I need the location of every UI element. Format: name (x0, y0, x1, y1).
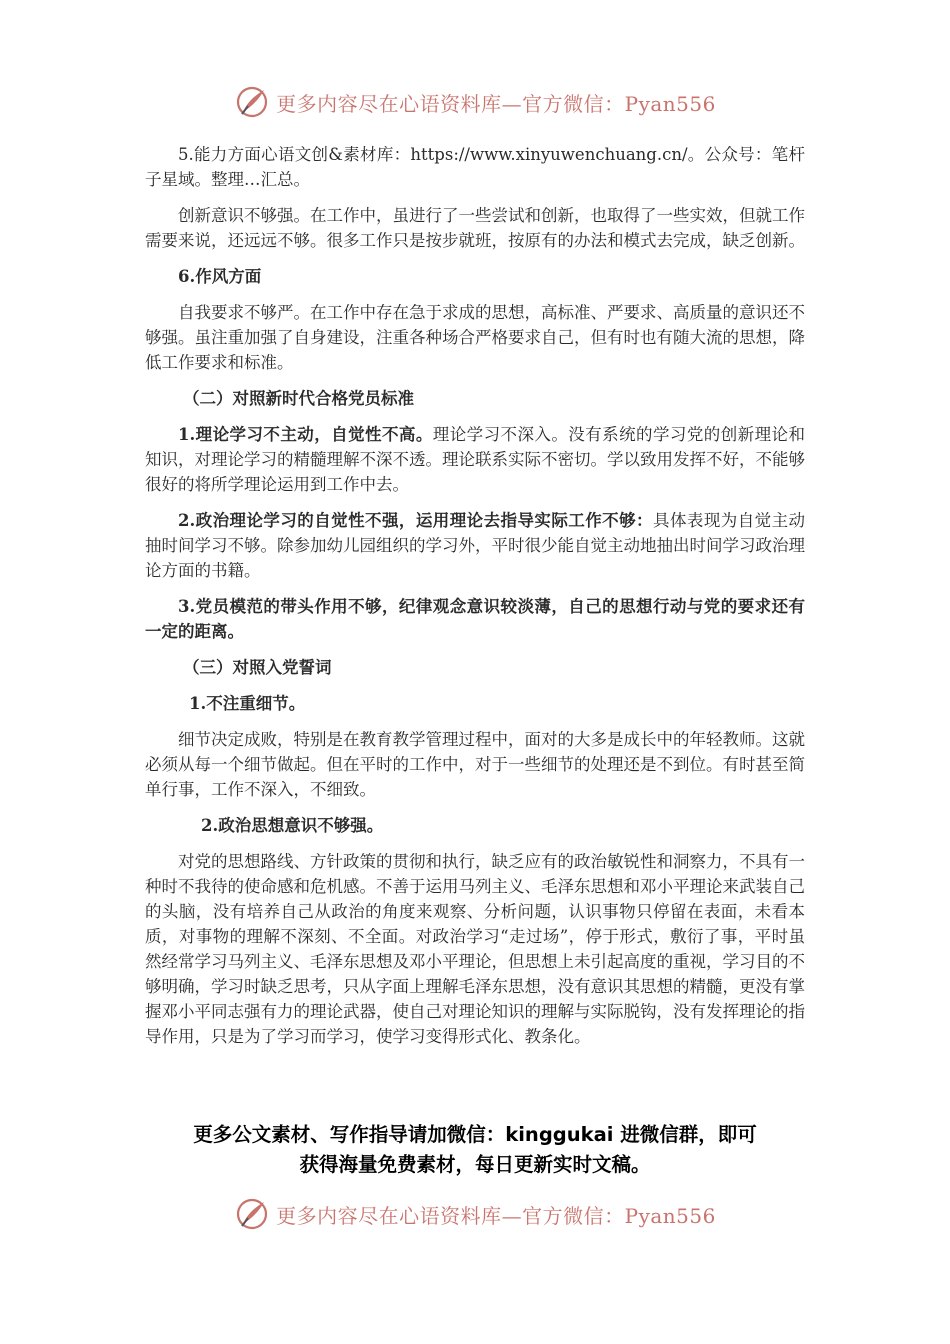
paragraph-ability: 5.能力方面心语文创&素材库：https://www.xinyuwenchuang.cn/。公众号：笔杆子星域。整理…汇总。 (145, 145, 805, 189)
quill-logo-icon (234, 1196, 270, 1232)
footer-banner-text: 更多内容尽在心语资料库—官方微信：Pyan556 (276, 1203, 716, 1228)
heading-style: 6.作风方面 (178, 267, 262, 286)
paragraph-theory-study-lead: 1.理论学习不主动，自觉性不高。 (178, 425, 433, 444)
paragraph-political-theory (145, 508, 805, 583)
heading-political-awareness: 2.政治思想意识不够强。 (201, 816, 384, 835)
promo-notice (100, 1120, 850, 1180)
paragraph-self-requirement: 自我要求不够严。在工作中存在急于求成的思想，高标准、严要求、高质量的意识还不够强。虽注重加强了自身建设，注重各种场合严格要求自己，但有时也有随大流的思想，降低工作要求和标准。 (145, 303, 805, 372)
document-body (145, 142, 805, 1060)
paragraph-political-theory-body: 具体表现为自觉主动抽时间学习不够。除参加幼儿园组织的学习外，平时很少能自觉主动地抽出时间学习政治理论方面的书籍。 (145, 511, 806, 580)
heading-details: 1.不注重细节。 (189, 694, 306, 713)
heading-section-two: （二）对照新时代合格党员标准 (183, 389, 414, 408)
header-banner-text: 更多内容尽在心语资料库—官方微信：Pyan556 (276, 91, 716, 116)
footer-banner (0, 1192, 950, 1236)
paragraph-model-role: 3.党员模范的带头作用不够，纪律观念意识较淡薄，自己的思想行动与党的要求还有一定的距离。 (145, 597, 805, 641)
paragraph-theory-study-body: 理论学习不深入。没有系统的学习党的创新理论和知识，对理论学习的精髓理解不深不透。理论联系实际不密切。学以致用发挥不好，不能够很好的将所学理论运用到工作中去。 (145, 425, 805, 494)
paragraph-political-awareness: 对党的思想路线、方针政策的贯彻和执行，缺乏应有的政治敏锐性和洞察力，不具有一种时不我待的使命感和危机感。不善于运用马列主义、毛泽东思想和邓小平理论来武装自己的头脑，没有培养自己从政治的角度来观察、分析问题，认识事物只停留在表面，未看本质，对事物的理解不深刻、不全面。对政治学习“走过场”，停于形式，敷衍了事，平时虽然经常学习马列主义、毛泽东思想及邓小平理论，但思想上未引起高度的重视，学习目的不够明确，学习时缺乏思考，只从字面上理解毛泽东思想，没有意识其思想的精髓，更没有掌握邓小平同志强有力的理论武器，使自己对理论知识的理解与实际脱钩，没有发挥理论的指导作用，只是为了学习而学习，使学习变得形式化、教条化。 (145, 852, 805, 1046)
paragraph-innovation: 创新意识不够强。在工作中，虽进行了一些尝试和创新，也取得了一些实效，但就工作需要来说，还远远不够。很多工作只是按步就班，按原有的办法和模式去完成，缺乏创新。 (145, 206, 805, 250)
quill-logo-icon (234, 84, 270, 120)
paragraph-political-theory-lead: 2.政治理论学习的自觉性不强，运用理论去指导实际工作不够： (178, 511, 653, 530)
header-banner (0, 80, 950, 124)
promo-line-1: 更多公文素材、写作指导请加微信：kinggukai 进微信群，即可 (193, 1123, 757, 1146)
paragraph-theory-study (145, 422, 805, 497)
promo-line-2: 获得海量免费素材，每日更新实时文稿。 (299, 1153, 651, 1176)
paragraph-details: 细节决定成败，特别是在教育教学管理过程中，面对的大多是成长中的年轻教师。这就必须从每一个细节做起。但在平时的工作中，对于一些细节的处理还是不到位。有时甚至简单行事，工作不深入，不细致。 (145, 730, 805, 799)
heading-section-three: （三）对照入党誓词 (183, 658, 332, 677)
